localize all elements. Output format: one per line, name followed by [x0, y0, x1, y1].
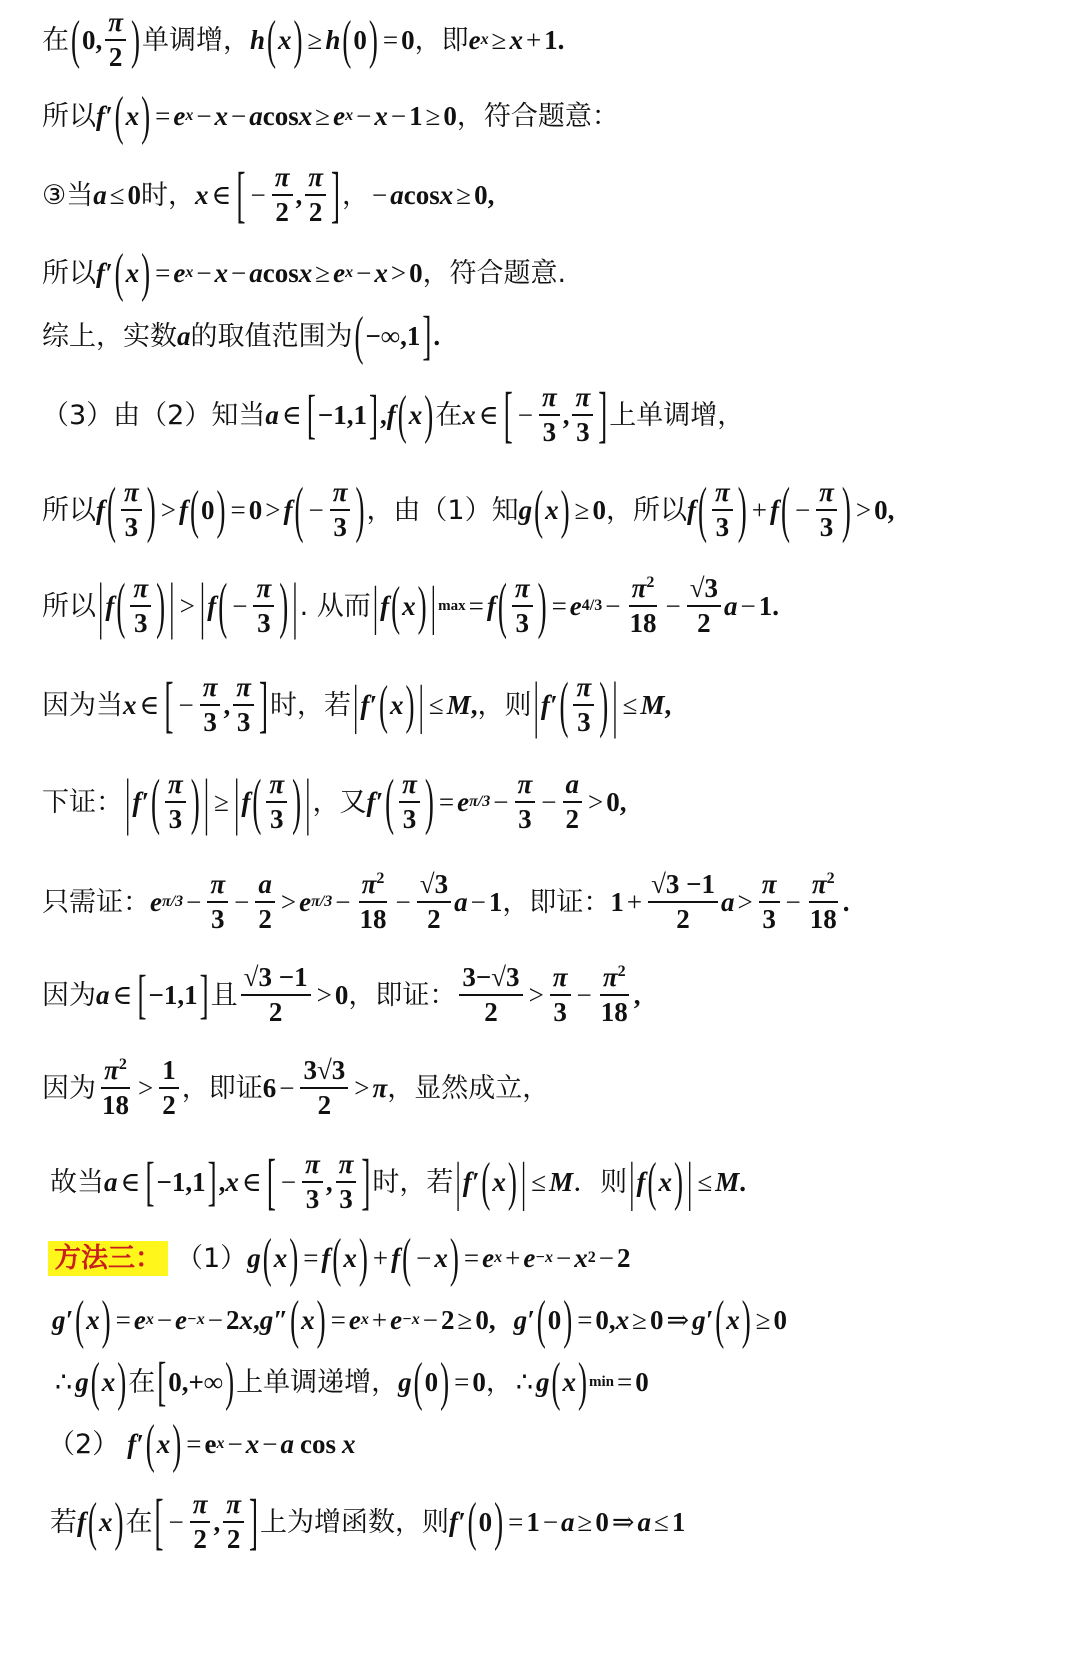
math-line-11: 只需证： e π/3 − $\frac{\pi}{3}$ − $\frac{a}{2}$ > e π/3 − $\frac{\pi^2}{18}$ − $\frac{√3}{2}$ a − 1 ，即证： 1 + $\frac{√3 -1}{2}$ a > π 3 − $\frac{\pi^2}{18}$ . — [42, 869, 850, 934]
math-line-5: 综上，实数 a 的取值范围为 ( −∞,1 ] . — [42, 305, 441, 365]
math-line-3: ③当 a ≤ 0 时， x ∈ [ − $\frac{\pi}{2}$ , π 2 ] ， − a cos x ≥ 0 , — [42, 159, 495, 229]
math-line-15: 方法三： （1） g ( x ) = f ( x ) + f ( − x ) = e x + e −x − x 2 − 2 — [48, 1218, 1068, 1298]
math-line-16: g′ ( x ) = e x − e −x − 2 x , g″ ( x ) = e x + e −x − 2 ≥ 0 , g′ ( 0 ) = 0, x ≥ 0 ⇒ g′ ( x ) ≥ 0 — [52, 1289, 788, 1349]
math-line-7: 所以 f ( π 3 ) > f ( 0 ) = 0 > f ( − $\frac{\pi}{3}$ ) ，由（1）知 g ( x ) ≥ 0 ，所以 f ( π 3 ) + f ( − $\frac{\pi}{3}$ ) > 0 , — [42, 474, 895, 544]
math-line-9: 因为当 x ∈ [ − $\frac{\pi}{3}$ , π 3 ] 时，若 | f′ ( x ) | ≤ M , ，则 | f′ ( π 3 ) | ≤ M , — [42, 669, 672, 739]
math-line-13: 因为 $\pi^2$ 18 > 1 2 ，即证 6 − $\frac{3√3}{2}$ > π ，显然成立， — [42, 1055, 550, 1120]
math-line-2: 所以 f′ ( x ) = e x − x − a cos x ≥ e x − x − 1 ≥ 0 ，符合题意： — [42, 85, 619, 145]
math-line-19: 若 f ( x ) 在 [ − $\frac{\pi}{2}$ , π 2 ] 上为增函数，则 f′ ( 0 ) = 1 − a ≥ 0 ⇒ a ≤ 1 — [50, 1486, 686, 1556]
math-line-8: 所以 | f ( π 3 ) | > | f ( − $\frac{\pi}{3}$ ) | . 从而 | f ( x ) | max = f ( π 3 ) = e 4/3 − $\frac{\pi^2}{18}$ − $\frac{√3}{2}$ a − 1 . — [42, 570, 780, 640]
math-line-4: 所以 f′ ( x ) = e x − x − a cos x ≥ e x − x > 0 ，符合题意. — [42, 242, 567, 302]
math-line-6: （3）由（2）知当 a ∈ [ −1,1 ] , f ( x ) 在 x ∈ [ − $\frac{\pi}{3}$ , π 3 ] 上单调增， — [42, 379, 745, 449]
math-line-14: 故当 a ∈ [ −1,1 ] , x ∈ [ − $\frac{\pi}{3}$ , π 3 ] 时，若 | f′ ( x ) | ≤ M ．则 | f ( x ) | ≤ M . — [50, 1146, 747, 1216]
method-three-label: 方法三： — [48, 1241, 168, 1276]
math-line-17: ∴ g ( x ) 在 [ 0,+∞ ) 上单调递增， g ( 0 ) = 0 ， ∴ g ( x ) min = 0 — [55, 1351, 649, 1411]
math-line-12: 因为 a ∈ [ −1,1 ] 且 √3 −1 2 > 0 ，即证： 3−√3 2 > π 3 − $\frac{\pi^2}{18}$ , — [42, 962, 641, 1027]
math-line-18: （2） f′ ( x ) = e x − x − a cos x — [48, 1413, 356, 1473]
math-line-10: 下证： | f′ ( π 3 ) | ≥ | f ( π 3 ) | ，又 f′ ( π 3 ) = e π/3 − $\frac{\pi}{3}$ − $\frac{a}{2}$ > 0 , — [42, 766, 627, 836]
math-line-1: 在 ( 0, π 2 ) 单调增， h ( x ) ≥ h ( 0 ) = 0 ，即 e x ≥ x + 1 . — [42, 7, 565, 72]
